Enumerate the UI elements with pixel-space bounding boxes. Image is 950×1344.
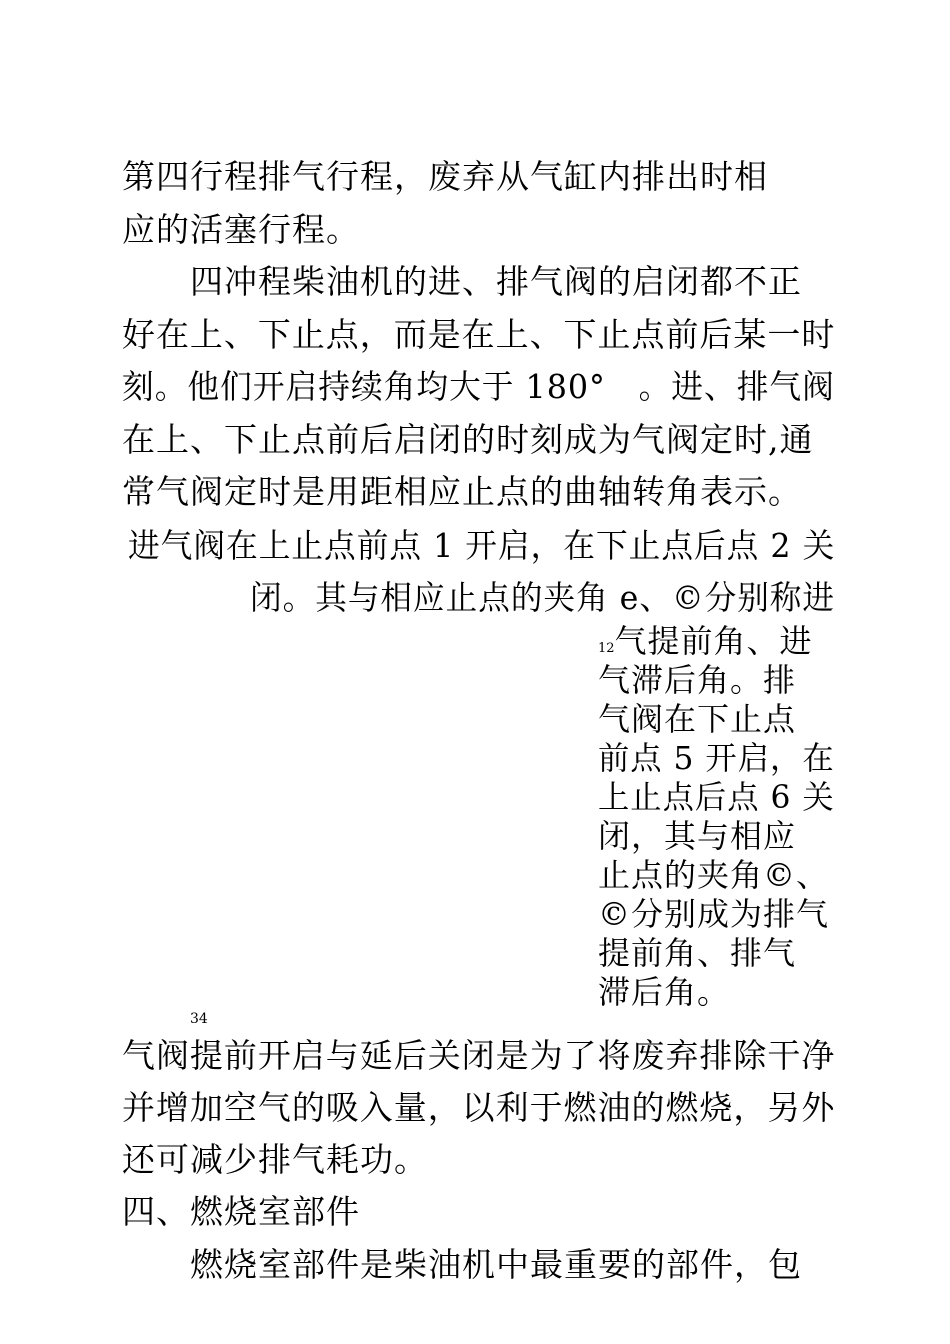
- section-heading: 四、燃烧室部件: [122, 1192, 360, 1231]
- side-line-3: 气阀在下止点: [598, 700, 797, 738]
- side-line-6: 闭，其与相应: [598, 817, 797, 855]
- side-line-8: ©分别成为排气: [598, 895, 830, 933]
- paragraph-1-line-1: 第四行程排气行程，废弃从气缸内排出时相: [122, 157, 768, 196]
- paragraph-2-line-4: 在上、下止点前后启闭的时刻成为气阀定时,通: [122, 420, 814, 459]
- side-line-7: 止点的夹角©、: [598, 856, 830, 894]
- paragraph-2-line-5: 常气阀定时是用距相应止点的曲轴转角表示。: [122, 472, 802, 511]
- paragraph-1-line-2: 应的活塞行程。: [122, 210, 360, 249]
- paragraph-2-line-2: 好在上、下止点，而是在上、下止点前后某一时: [122, 315, 836, 354]
- paragraph-4-line-1: 气阀提前开启与延后关闭是为了将废弃排除干净: [122, 1036, 836, 1075]
- side-line-4: 前点 5 开启，在: [598, 739, 835, 777]
- paragraph-5-line-1: 燃烧室部件是柴油机中最重要的部件，包: [190, 1245, 802, 1284]
- paragraph-3-line-2: 闭。其与相应止点的夹角 e、©分别称进: [250, 578, 836, 617]
- paragraph-4-line-2: 并增加空气的吸入量，以利于燃油的燃烧，另外: [122, 1088, 836, 1127]
- side-line-1-text: 气提前角、进: [614, 622, 813, 660]
- subscript-label: 12: [598, 641, 615, 656]
- paragraph-2-line-1: 四冲程柴油机的进、排气阀的启闭都不正: [190, 262, 802, 301]
- paragraph-4-line-3: 还可减少排气耗功。: [122, 1140, 428, 1179]
- side-line-9: 提前角、排气: [598, 934, 797, 972]
- side-line-2: 气滞后角。排: [598, 661, 797, 699]
- small-number-label: 34: [190, 1011, 208, 1027]
- paragraph-2-line-3: 刻。他们开启持续角均大于 180° 。进、排气阀: [122, 367, 835, 406]
- side-line-5: 上止点后点 6 关: [598, 778, 835, 816]
- side-line-10: 滞后角。: [598, 973, 731, 1011]
- paragraph-3-line-1: 进气阀在上止点前点 1 开启，在下止点后点 2 关: [128, 526, 836, 565]
